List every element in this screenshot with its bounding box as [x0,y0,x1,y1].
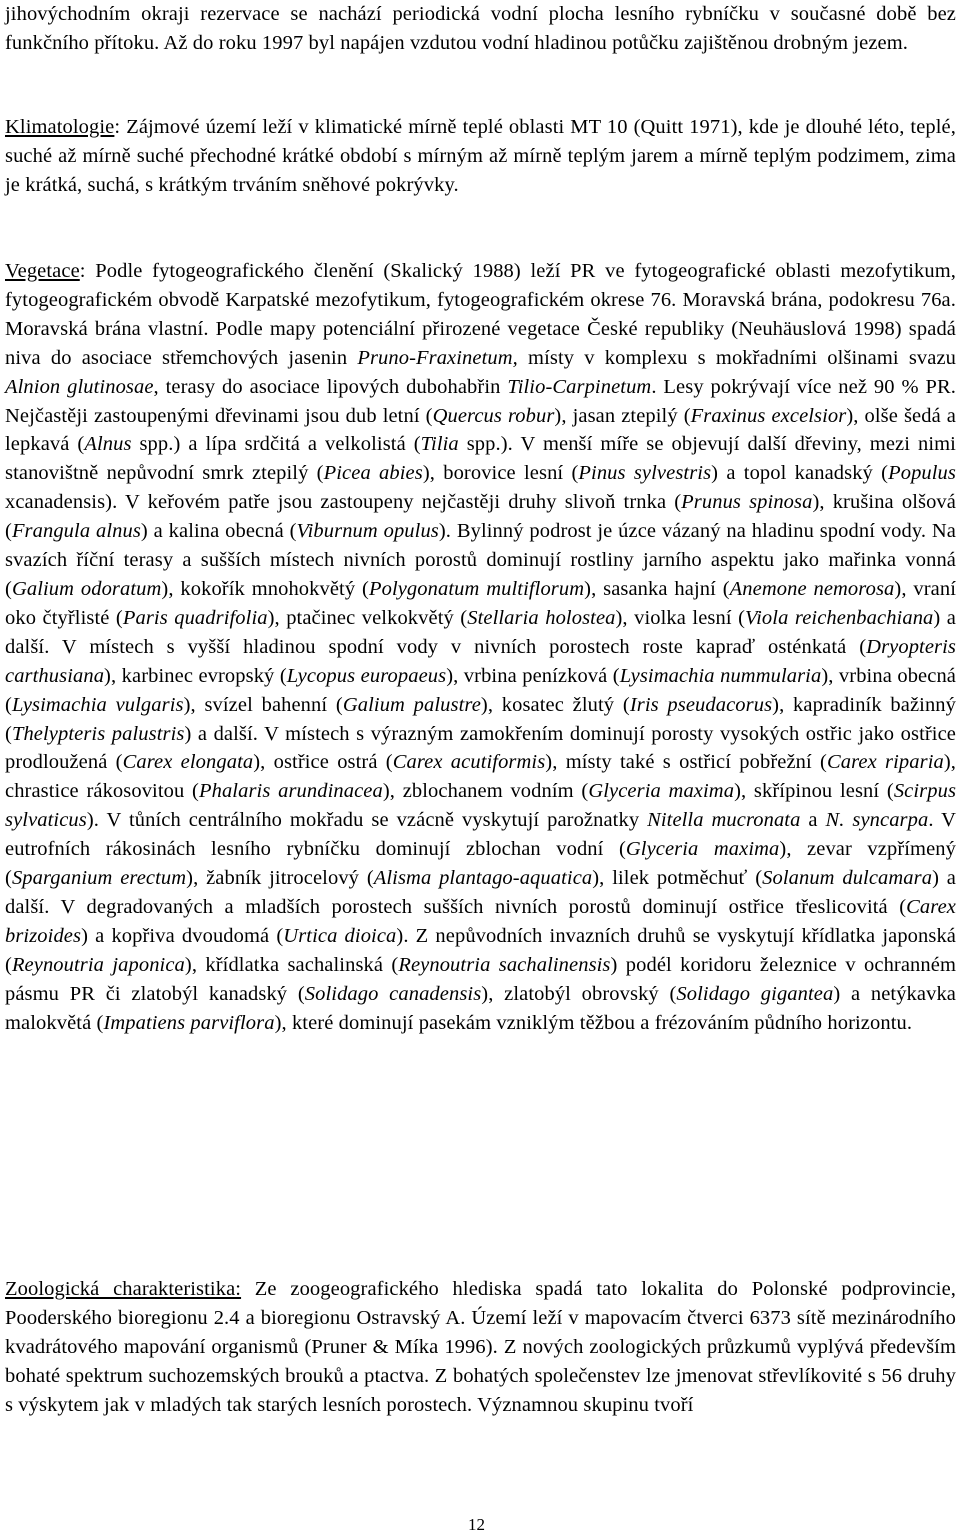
text-run: ), zblochanem vodním ( [382,780,589,803]
species-name: Solanum dulcamara [762,867,933,890]
text-run: ), ptačinec velkokvětý ( [267,606,468,629]
species-name: Fraxinus excelsior [690,404,847,427]
text-run: ), krušina olšová ( [5,491,956,543]
species-name: Polygonatum multiflorum [368,577,585,600]
text-run: ) podél koridoru železnice v ochranném pásmu PR či zlatobýl kanadský ( [5,953,956,1005]
text-run: místy v komplexu s mokřadními olšinami svazu [517,346,956,369]
text-run: ), svízel bahenní ( [183,693,343,716]
species-name: Pruno-Fraxinetum, [357,346,518,369]
climatology-heading: Klimatologie [5,116,115,138]
species-name: Galium palustre [342,693,481,716]
text-run: ) a další. V degradovaných a mladších porostech sušších nivních porostů dominují ostřice třeslicovitá ( [5,867,957,918]
text-run: ), zevar vzpřímený ( [5,838,956,890]
species-name: Alisma plantago-aquatica [373,867,593,890]
species-name: Prunus spinosa [681,491,813,514]
species-name: Alnus [84,433,132,456]
text-run: ), ostřice ostrá ( [253,751,393,774]
species-name: Tilia [420,433,459,456]
text-run: ), místy také s ostřicí pobřežní ( [545,751,827,774]
species-name: Carex brizoides [5,895,956,947]
text-run: ), lilek potměchuť ( [592,867,763,890]
text-run: : Podle fytogeografického členění (Skalický 1988) leží PR ve fytogeografické oblasti mezofytikum, fytogeografickém obvodě Karpatské mezofytikum, fytogeografickém okrese 76. Moravská brána, podokresu 76a. Moravská brána vlastní. Podle mapy potenciální přirozené vegetace České republiky (Neuhäuslová 1998) spadá niva do asociace střemchových jasenin [5,260,956,369]
species-name: Glyceria maxima [588,780,735,803]
text-run: ), jasan ztepilý ( [554,404,691,427]
species-name: Impatiens parviflora [103,1011,275,1034]
zoology-paragraph [5,1275,956,1420]
species-name: Tilio-Carpinetum [507,375,652,398]
species-name: Urtica dioica [283,924,397,947]
text-run: spp.) a lípa srdčitá a velkolistá ( [131,433,421,456]
species-name: Quercus robur [432,404,555,427]
text-run: ), skřípinou lesní ( [734,780,894,803]
species-name: Nitella mucronata [647,809,801,832]
text-run: ), borovice lesní ( [422,462,579,485]
text-run: xcanadensis). V keřovém patře jsou zastoupeny nejčastěji druhy slivoň trnka ( [5,491,682,514]
text-run: ), kapradiník bažinný ( [5,693,957,745]
species-name: Populus [888,462,956,485]
species-name: Reynoutria japonica [11,953,185,976]
species-name: Carex acutiformis [392,751,546,774]
species-name: Pinus sylvestris [578,462,712,485]
text-run: ) a kopřiva dvoudomá ( [81,924,284,947]
species-name: Solidago gigantea [676,982,834,1005]
text-run: ). Z nepůvodních invazních druhů se vyskytují křídlatka japonská ( [5,924,956,976]
text-run: ), vrbina penízková ( [446,664,620,687]
text-run: ). Bylinný podrost je úzce vázaný na hladinu spodní vody. Na svazích říční terasy a sušších místech nivních porostů dominují rostliny jarního aspektu jako mařinka vonná ( [5,520,956,600]
text-run: a [800,809,826,832]
text-run: , terasy do asociace lipových dubohabřin [153,375,508,398]
text-run: ), křídlatka sachalinská ( [184,953,399,976]
text-run: ), chrastice rákosovitou ( [5,751,956,803]
zoology-text: Ze zoogeografického hlediska spadá tato lokalita do Polonské podprovincie, Pooderského bioregionu 2.4 a bioregionu Ostravský A. Území leží v mapovacím čtverci 6373 sítě mezinárodního kvadrátového mapování organismů (Pruner & Míka 1996). Z nových zoologických průzkumů vyplývá především bohaté spektrum suchozemských brouků a ptactva. Z bohatých společenstev lze jmenovat střevlíkovité s 56 druhy s výskytem jak v mladých tak starých lesních porostech. Významnou skupinu tvoří [5,1278,956,1416]
species-name: Iris pseudacorus [629,693,773,716]
species-name: Thelypteris palustris [11,722,185,745]
vegetation-text [5,260,956,1034]
species-name: Stellaria holostea [467,606,616,629]
species-name: Lycopus europaeus [286,664,447,687]
text-run: ), vrbina obecná ( [5,664,956,716]
text-run: ), violka lesní ( [615,606,746,629]
species-name: Solidago canadensis [304,982,482,1005]
species-name: Dryopteris carthusiana [5,635,956,687]
species-name: Phalaris arundinacea [198,780,383,803]
species-name: Frangula alnus [11,520,141,543]
text-run: ) a další. V místech s výrazným zamokřením dominují porosty vysokých ostřic jako ostřice prodloužená ( [5,722,956,774]
species-name: Scirpus sylvaticus [5,780,957,832]
species-name: Paris quadrifolia [122,606,268,629]
text-run: ) a topol kanadský ( [711,462,889,485]
text-run: spp.). V menší míře se objevují další dřeviny, mezi nimi stanovištně nepůvodní smrk ztepilý ( [5,433,956,485]
text-run: ), vraní oko čtyřlisté ( [5,577,956,629]
zoology-heading: Zoologická charakteristika: [5,1278,242,1300]
text-run: ) a další. V místech s vyšší hladinou spodní vody v nivních porostech roste kapraď osténkatá ( [5,606,956,658]
text-run: ), karbinec evropský ( [104,664,287,687]
text-run: ), kokořík mnohokvětý ( [161,577,369,600]
text-run: ) a netýkavka malokvětá ( [5,982,957,1034]
page-number: 12 [468,1515,485,1534]
text-run: ), zlatobýl obrovský ( [481,982,677,1005]
vegetation-paragraph [5,257,956,1037]
species-name: Viola reichenbachiana [745,606,934,629]
species-name: Sparganium erectum [11,867,187,890]
text-run: . V eutrofních rákosinách lesního rybníčku dominují zblochan vodní ( [5,809,956,861]
text-run: ), kosatec žlutý ( [480,693,630,716]
text-run: ), které dominují pasekám vzniklým těžbou a frézováním půdního horizontu. [274,1011,913,1034]
climatology-text: : Zájmové území leží v klimatické mírně teplé oblasti MT 10 (Quitt 1971), kde je dlouhé léto, teplé, suché až mírně suché přechodné krátké období s mírným až mírně teplým jarem a mírně teplým podzimem, zima je krátká, suchá, s krátkým trváním sněhové pokrývky. [5,116,956,196]
species-name: Lysimachia vulgaris [11,693,184,716]
species-name: Alnion glutinosae [5,375,154,398]
text-run: ) a kalina obecná ( [140,520,297,543]
species-name: Carex riparia [826,751,944,774]
species-name: Lysimachia nummularia [619,664,822,687]
species-name: Picea abies [323,462,423,485]
species-name: Viburnum opulus [296,520,439,543]
climatology-paragraph [5,113,956,200]
text-run: ), žabník jitrocelový ( [186,867,374,890]
text-run: ), sasanka hajní ( [584,577,730,600]
species-name: Carex elongata [122,751,254,774]
text-run: ), olše šedá a lepkavá ( [5,404,956,456]
species-name: N. syncarpa [825,809,929,832]
text-run: . Lesy pokrývají více než 90 % PR. Nejčastěji zastoupenými dřevinami jsou dub letní ( [5,375,956,427]
intro-paragraph: jihovýchodním okraji rezervace se nachází periodická vodní plocha lesního rybníčku v současné době bez funkčního přítoku. Až do roku 1997 byl napájen vzdutou vodní hladinou potůčku zajištěnou drobným jezem. [5,3,956,54]
vegetation-heading: Vegetace [5,260,80,282]
species-name: Glyceria maxima [625,838,780,861]
text-run: ). V tůních centrálního mokřadu se vzácně vyskytují parožnatky [86,809,648,832]
species-name: Anemone nemorosa [729,577,895,600]
species-name: Galium odoratum [11,577,162,600]
species-name: Reynoutria sachalinensis [398,953,611,976]
